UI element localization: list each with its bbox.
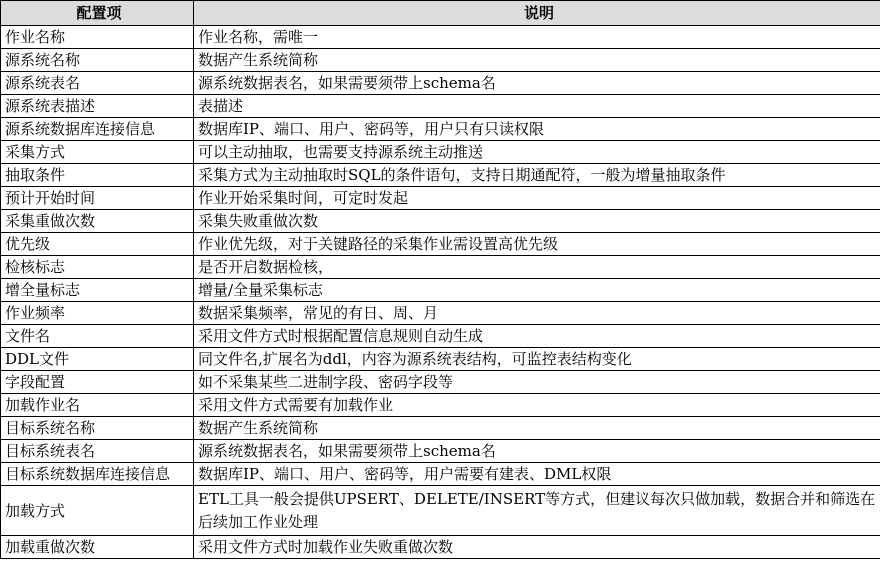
config-item-cell: 采集方式: [1, 141, 194, 164]
table-body: [1, 26, 880, 559]
config-item-cell: 目标系统表名: [1, 440, 194, 463]
description-cell: 表描述: [194, 95, 880, 118]
table-row: [1, 210, 880, 233]
description-cell: ETL工具一般会提供UPSERT、DELETE/INSERT等方式，但建议每次只做加载，数据合并和筛选在后续加工作业处理: [194, 486, 880, 536]
column-header-description: 说明: [194, 1, 880, 26]
config-item-cell: 检核标志: [1, 256, 194, 279]
description-cell: 增量/全量采集标志: [194, 279, 880, 302]
table-row: [1, 348, 880, 371]
config-item-cell: 优先级: [1, 233, 194, 256]
description-cell: 作业优先级，对于关键路径的采集作业需设置高优先级: [194, 233, 880, 256]
config-item-cell: 文件名: [1, 325, 194, 348]
table-row: [1, 536, 880, 559]
table-row: [1, 279, 880, 302]
config-item-cell: 加载重做次数: [1, 536, 194, 559]
table-row: [1, 463, 880, 486]
config-item-cell: DDL文件: [1, 348, 194, 371]
description-cell: 源系统数据表名，如果需要须带上schema名: [194, 72, 880, 95]
config-item-cell: 作业频率: [1, 302, 194, 325]
table-row: [1, 26, 880, 49]
table-row: [1, 394, 880, 417]
table-row: [1, 187, 880, 210]
config-item-cell: 预计开始时间: [1, 187, 194, 210]
description-cell: 数据库IP、端口、用户、密码等，用户需要有建表、DML权限: [194, 463, 880, 486]
table-header: [1, 1, 880, 26]
column-header-item: 配置项: [1, 1, 194, 26]
config-item-cell: 目标系统数据库连接信息: [1, 463, 194, 486]
description-cell: 数据采集频率，常见的有日、周、月: [194, 302, 880, 325]
config-item-cell: 抽取条件: [1, 164, 194, 187]
description-cell: 数据产生系统简称: [194, 417, 880, 440]
table-row: [1, 95, 880, 118]
table-row: [1, 72, 880, 95]
table-row: [1, 118, 880, 141]
description-cell: 如不采集某些二进制字段、密码字段等: [194, 371, 880, 394]
description-cell: 作业开始采集时间，可定时发起: [194, 187, 880, 210]
config-item-cell: 增全量标志: [1, 279, 194, 302]
config-item-cell: 源系统表描述: [1, 95, 194, 118]
description-cell: 采用文件方式时加载作业失败重做次数: [194, 536, 880, 559]
description-cell: 采用文件方式时根据配置信息规则自动生成: [194, 325, 880, 348]
table-row: [1, 233, 880, 256]
description-cell: 源系统数据表名，如果需要须带上schema名: [194, 440, 880, 463]
config-item-cell: 源系统数据库连接信息: [1, 118, 194, 141]
config-item-cell: 字段配置: [1, 371, 194, 394]
description-cell: 可以主动抽取，也需要支持源系统主动推送: [194, 141, 880, 164]
table-row: [1, 371, 880, 394]
description-cell: 采集方式为主动抽取时SQL的条件语句，支持日期通配符，一般为增量抽取条件: [194, 164, 880, 187]
table-row: [1, 141, 880, 164]
config-item-cell: 源系统名称: [1, 49, 194, 72]
table-row: [1, 256, 880, 279]
table-row: [1, 440, 880, 463]
table-row: [1, 325, 880, 348]
description-cell: 采用文件方式需要有加载作业: [194, 394, 880, 417]
config-item-cell: 加载作业名: [1, 394, 194, 417]
description-cell: 作业名称，需唯一: [194, 26, 880, 49]
config-item-cell: 目标系统名称: [1, 417, 194, 440]
config-item-cell: 加载方式: [1, 486, 194, 536]
description-cell: 数据产生系统简称: [194, 49, 880, 72]
description-cell: 数据库IP、端口、用户、密码等，用户只有只读权限: [194, 118, 880, 141]
config-item-cell: 作业名称: [1, 26, 194, 49]
table-row: [1, 164, 880, 187]
table-row: [1, 49, 880, 72]
config-item-cell: 源系统表名: [1, 72, 194, 95]
description-cell: 是否开启数据检核，: [194, 256, 880, 279]
table-row: [1, 302, 880, 325]
table-row: [1, 486, 880, 536]
description-cell: 同文件名,扩展名为ddl，内容为源系统表结构，可监控表结构变化: [194, 348, 880, 371]
description-cell: 采集失败重做次数: [194, 210, 880, 233]
config-item-cell: 采集重做次数: [1, 210, 194, 233]
header-row: [1, 1, 880, 26]
table-row: [1, 417, 880, 440]
